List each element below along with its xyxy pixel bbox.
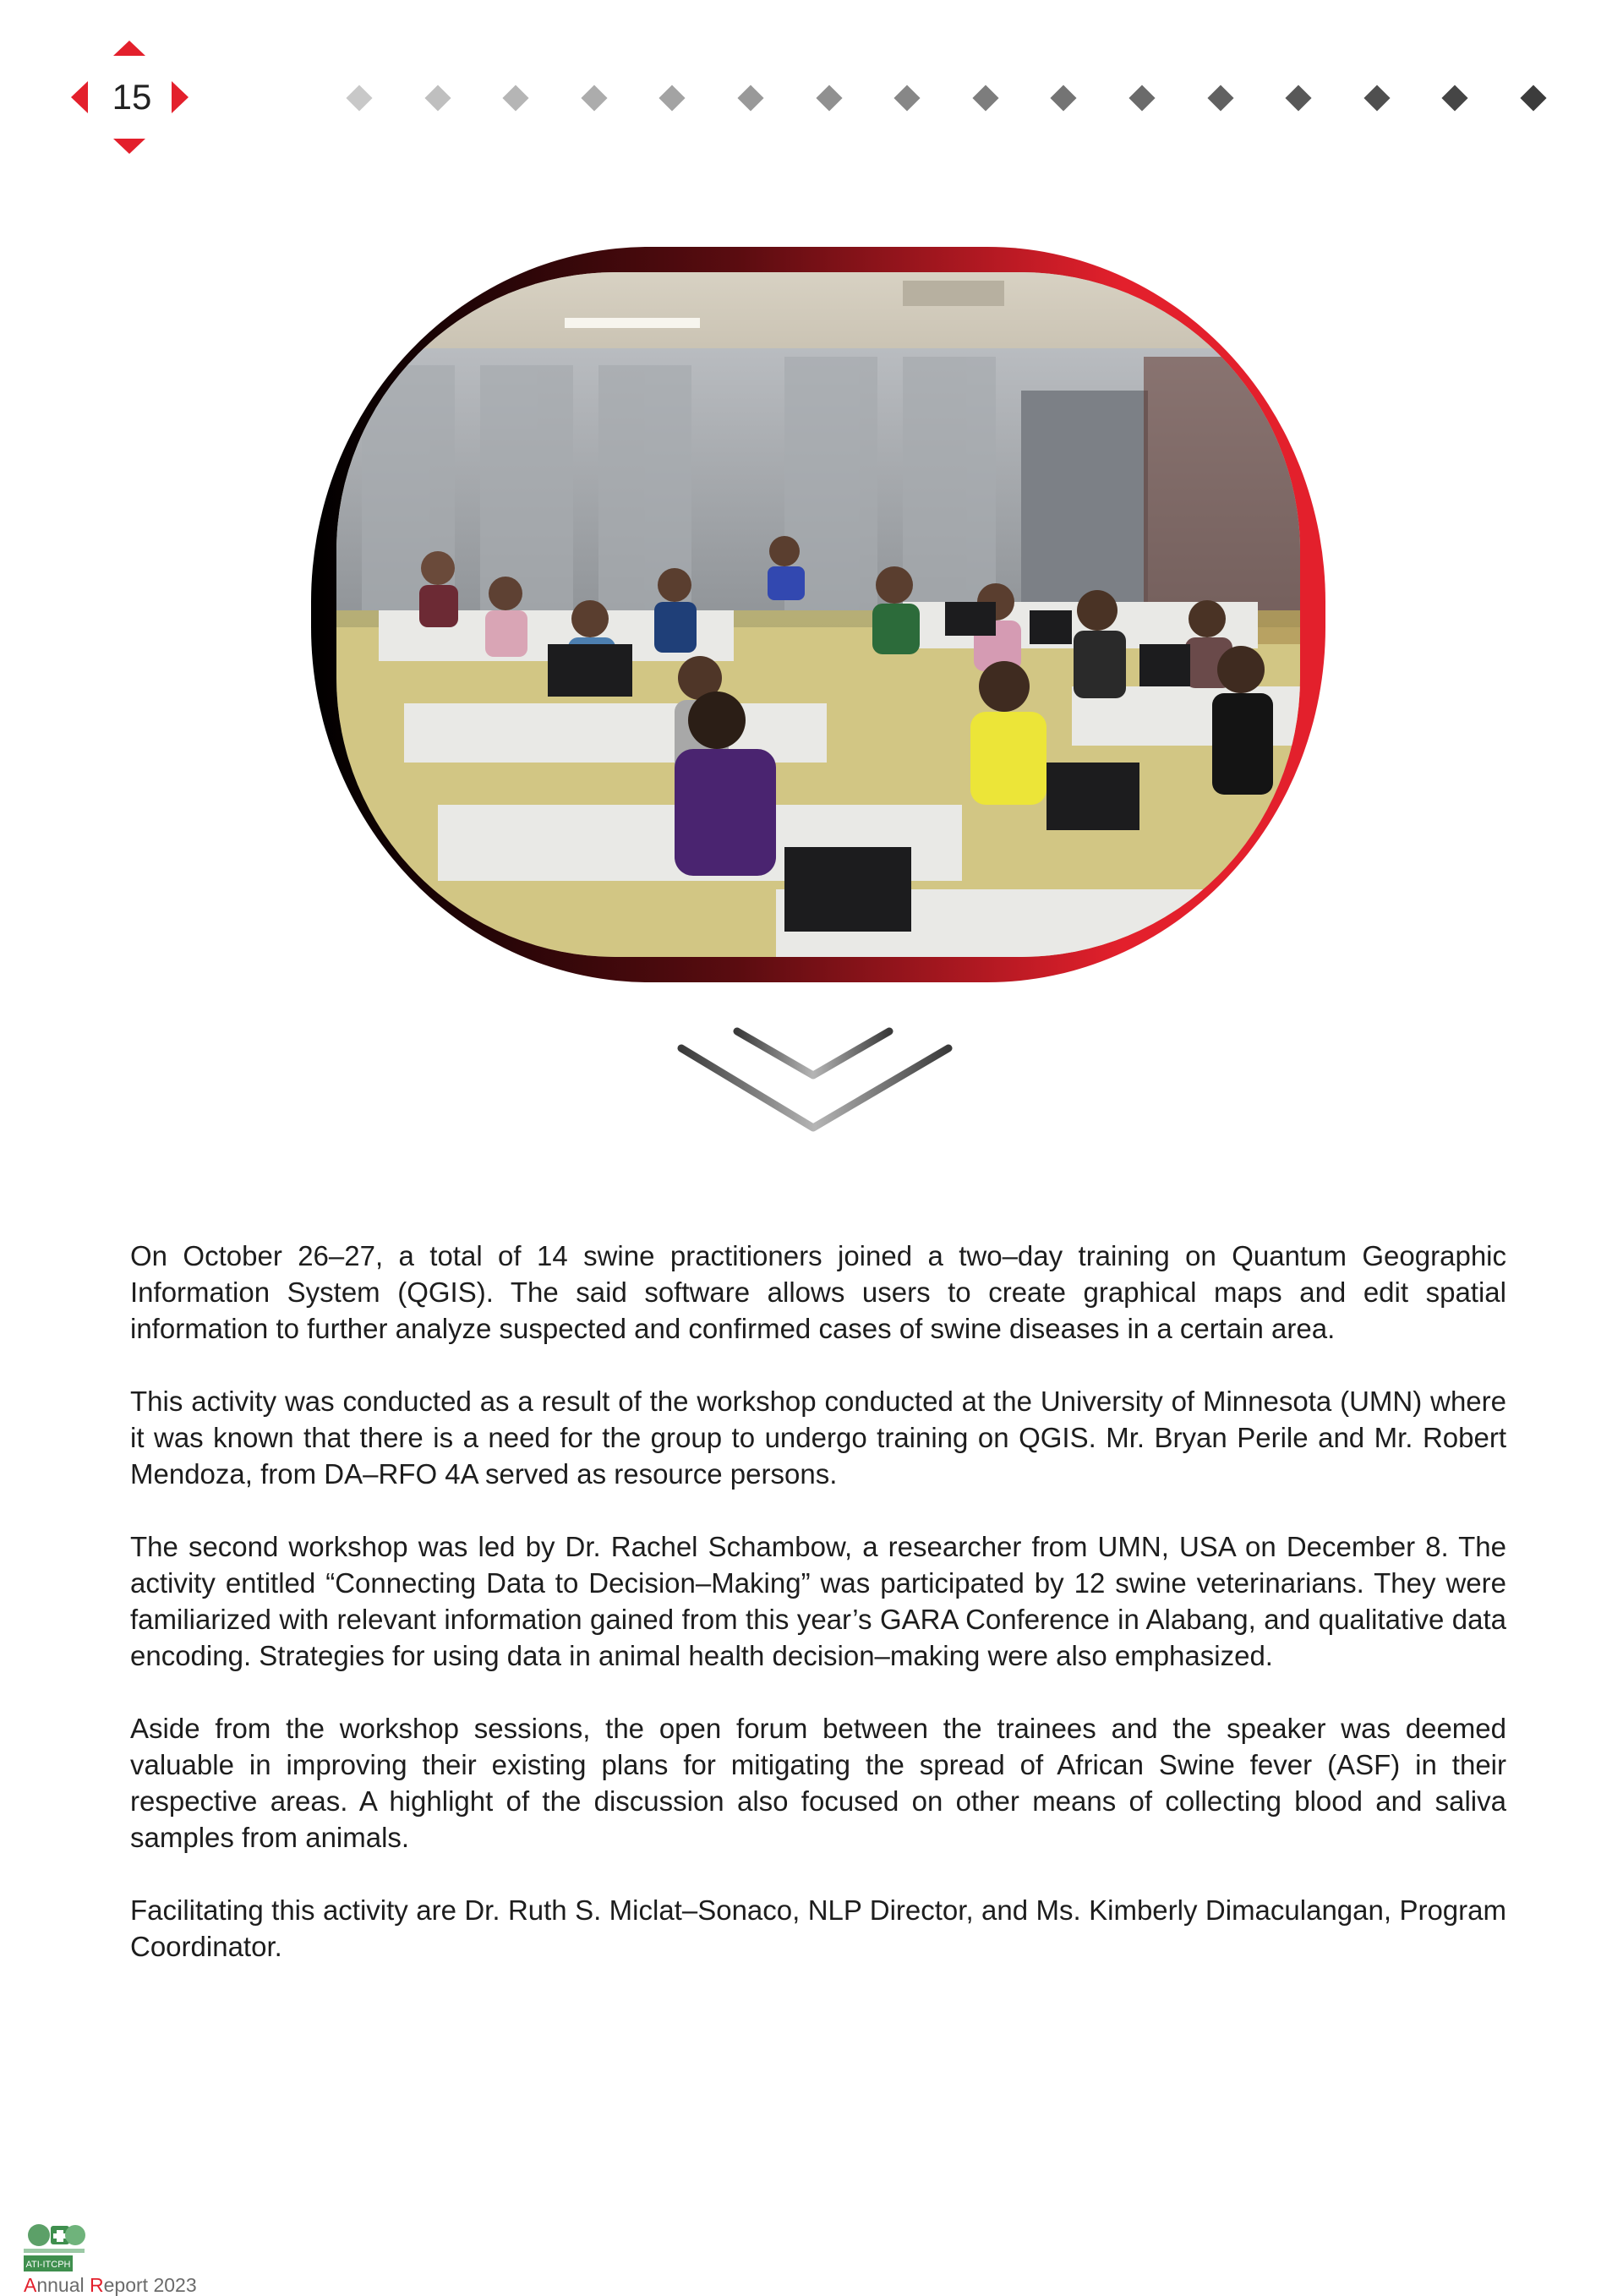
svg-text:ATI-ITCPH: ATI-ITCPH	[25, 2260, 71, 2270]
diamond-icon	[1363, 85, 1390, 111]
diamond-icon	[503, 85, 529, 111]
diamond-icon	[1128, 85, 1155, 111]
diamond-icon	[1207, 85, 1233, 111]
diamond-icon	[1520, 85, 1546, 111]
photo-frame	[311, 247, 1325, 982]
paragraph-open-forum: Aside from the workshop sessions, the open forum between the trainees and the speaker was deemed valuable in improving their existing plans for mitigating the spread of African Swine fever (ASF) in their respective areas. A highlight of the discussion also focused on other means of collecting blood and saliva samples from animals.	[130, 1713, 1506, 1853]
diamond-icon	[816, 85, 842, 111]
diamond-icon	[972, 85, 998, 111]
diamond-row-decoration	[0, 0, 1623, 203]
article-body	[130, 1238, 1506, 2001]
paragraph-qgis-training: On October 26–27, a total of 14 swine practitioners joined a two–day training on Quantum Geographic Information System (QGIS). The said software allows users to create graphical maps and edit spatial information to further analyze suspected and confirmed cases of swine diseases in a certain area.	[130, 1240, 1506, 1344]
page-number: 15	[112, 77, 152, 117]
paragraph-second-workshop: The second workshop was led by Dr. Rachel Schambow, a researcher from UMN, USA on December 8. The activity entitled “Connecting Data to Decision–Making” was participated by 12 swine veterinarians. They were familiarized with relevant information gained from this year’s GARA Conference in Alabang, and qualitative data encoding. Strategies for using data in animal health decision–making were also emphasized.	[130, 1531, 1506, 1671]
diamond-icon	[581, 85, 607, 111]
diamond-icon	[737, 85, 763, 111]
classroom-photo	[311, 247, 1325, 982]
paragraph-umn-workshop: This activity was conducted as a result of the workshop conducted at the University of Minnesota (UMN) where it was known that there is a need for the group to undergo training on QGIS. Mr. Bryan Perile and Mr. Robert Mendoza, from DA–RFO 4A served as resource persons.	[130, 1386, 1506, 1490]
ati-itcph-logo	[22, 2218, 86, 2276]
diamond-icon	[1051, 85, 1077, 111]
diamond-icon	[424, 85, 451, 111]
diamond-icon	[1286, 85, 1312, 111]
diamond-icon	[894, 85, 921, 111]
footer	[22, 2218, 360, 2294]
diamond-icon	[346, 85, 372, 111]
paragraph-facilitators: Facilitating this activity are Dr. Ruth S. Miclat–Sonaco, NLP Director, and Ms. Kimberly Dimaculangan, Program Coordinator.	[130, 1894, 1506, 1962]
double-chevron-down-icon	[676, 1014, 964, 1150]
diamond-icon	[1442, 85, 1468, 111]
footer-report-title: Annual Report 2023	[24, 2274, 197, 2296]
diamond-icon	[659, 85, 686, 111]
